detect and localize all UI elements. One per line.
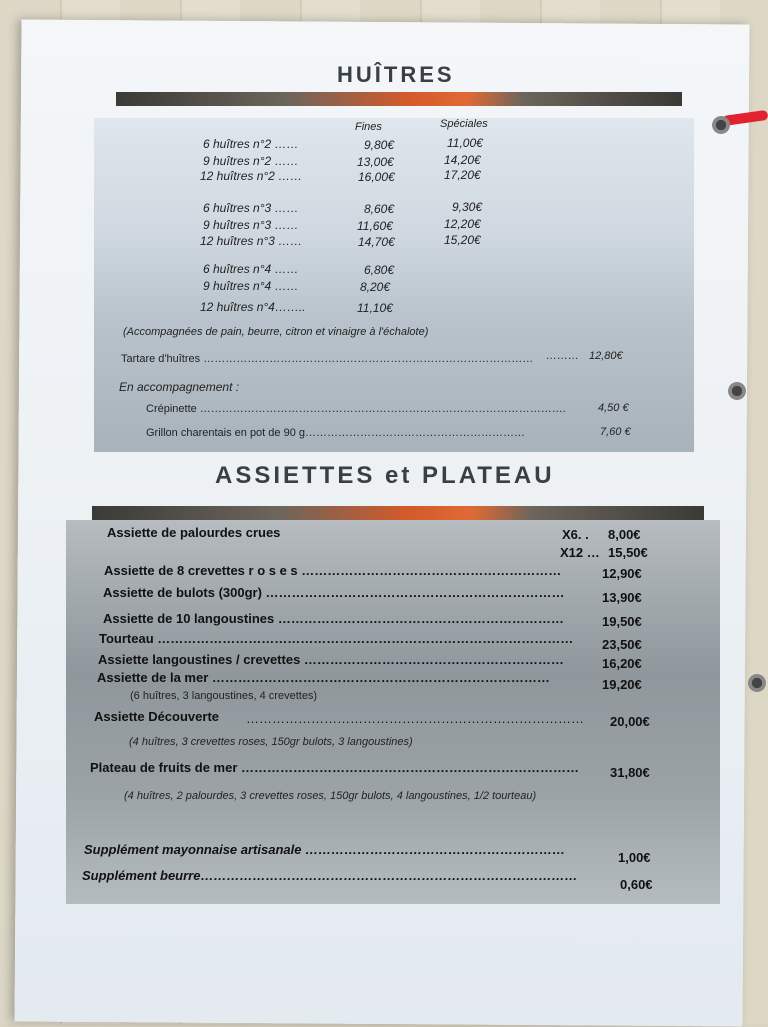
- huitres-note: (Accompagnées de pain, beurre, citron et vinaigre à l'échalote): [123, 326, 429, 338]
- huitres-row-fines-price: 9,80€: [364, 138, 395, 152]
- col-fines: Fines: [355, 121, 382, 133]
- assiette-item-price: 12,90€: [602, 566, 642, 581]
- supplement-beurre-label: Supplément beurre……………………………………………………………………………: [82, 868, 578, 883]
- accompagnement-title: En accompagnement :: [119, 380, 240, 394]
- grillon-price: 7,60 €: [600, 426, 631, 438]
- huitres-row-label: 9 huîtres n°4 ……: [203, 279, 299, 293]
- huitres-row-speciales-price: 12,20€: [444, 217, 481, 231]
- huitres-row-fines-price: 11,10€: [357, 301, 393, 315]
- supplement-mayonnaise-label: Supplément mayonnaise artisanale ……………………………………………………: [84, 842, 566, 857]
- decouverte-label: Assiette Découverte: [94, 709, 219, 724]
- plateau-label: Plateau de fruits de mer ……………………………………………………………………: [90, 760, 579, 775]
- assiette-item-label: Assiette langoustines / crevettes ……………………………………………………: [98, 652, 564, 667]
- huitres-row-fines-price: 11,60€: [357, 219, 393, 233]
- palourdes-x12-price: 15,50€: [608, 545, 648, 560]
- huitres-title: HUÎTRES: [337, 62, 455, 87]
- assiette-item-label: Assiette de 10 langoustines …………………………………………………………: [103, 611, 564, 626]
- huitres-row-fines-price: 13,00€: [357, 155, 394, 169]
- binder-ring-icon: [748, 674, 766, 692]
- huitres-row-speciales-price: 17,20€: [444, 168, 481, 182]
- huitres-row-fines-price: 8,20€: [360, 280, 391, 294]
- huitres-row-label: 12 huîtres n°2 ……: [200, 169, 303, 183]
- assiette-item-label: Assiette de 8 crevettes r o s e s ……………………………………………………: [104, 563, 562, 578]
- huitres-row-speciales-price: 11,00€: [447, 136, 483, 150]
- huitres-row-label: 6 huîtres n°4 ……: [203, 262, 299, 276]
- tartare-price: 12,80€: [589, 350, 623, 362]
- grillon-label: Grillon charentais en pot de 90 g……………………………………………………: [146, 427, 525, 439]
- huitres-row-fines-price: 6,80€: [364, 263, 395, 277]
- plateau-price: 31,80€: [610, 765, 650, 780]
- decouverte-price: 20,00€: [610, 714, 650, 729]
- huitres-band: [116, 92, 682, 106]
- assiette-item-price: 19,20€: [602, 677, 642, 692]
- huitres-row-fines-price: 16,00€: [358, 170, 395, 184]
- assiette-item-price: 19,50€: [602, 614, 642, 629]
- huitres-row-label: 12 huîtres n°3 ……: [200, 234, 303, 248]
- assiettes-title: ASSIETTES et PLATEAU: [215, 462, 555, 489]
- crepinette-price: 4,50 €: [598, 402, 629, 414]
- binder-ring-icon: [712, 116, 730, 134]
- assiette-item-label: Tourteau ……………………………………………………………………………………: [99, 631, 574, 646]
- decouverte-dots: ……………………………………………………………………: [246, 711, 584, 726]
- palourdes-x6-price: 8,00€: [608, 527, 641, 542]
- huitres-row-fines-price: 8,60€: [364, 202, 395, 216]
- supplement-mayonnaise-price: 1,00€: [618, 850, 651, 865]
- huitres-row-speciales-price: 14,20€: [444, 153, 481, 167]
- binder-ring-icon: [728, 382, 746, 400]
- decouverte-note: (4 huîtres, 3 crevettes roses, 150gr bulots, 3 langoustines): [129, 736, 413, 748]
- huitres-row-fines-price: 14,70€: [358, 235, 395, 249]
- huitres-row-label: 6 huîtres n°2 ……: [203, 137, 299, 151]
- plateau-note: (4 huîtres, 2 palourdes, 3 crevettes roses, 150gr bulots, 4 langoustines, 1/2 tourteau): [124, 790, 537, 802]
- tartare-dots: ………: [546, 350, 579, 362]
- assiette-item-label: Assiette de la mer ……………………………………………………………………: [97, 670, 550, 685]
- mer-note: (6 huîtres, 3 langoustines, 4 crevettes): [130, 690, 318, 702]
- assiette-item-label: Assiette de bulots (300gr) ……………………………………………………………: [103, 585, 565, 600]
- col-speciales: Spéciales: [440, 118, 488, 130]
- tartare-label: Tartare d'huîtres ………………………………………………………………………………: [121, 353, 534, 365]
- palourdes-x6: X6. .: [562, 527, 589, 542]
- assiette-item-price: 16,20€: [602, 656, 642, 671]
- palourdes-x12: X12 …: [560, 545, 600, 560]
- huitres-row-label: 9 huîtres n°2 ……: [203, 154, 299, 168]
- supplement-beurre-price: 0,60€: [620, 877, 653, 892]
- crepinette-label: Crépinette ……………………………………………………………………………………….: [146, 403, 566, 415]
- huitres-row-label: 6 huîtres n°3 ……: [203, 201, 299, 215]
- huitres-row-speciales-price: 9,30€: [452, 200, 483, 214]
- huitres-row-speciales-price: 15,20€: [444, 233, 481, 247]
- palourdes-label: Assiette de palourdes crues: [107, 525, 281, 540]
- huitres-row-label: 12 huîtres n°4……..: [200, 300, 306, 314]
- huitres-row-label: 9 huîtres n°3 ……: [203, 218, 299, 232]
- assiette-item-price: 13,90€: [602, 590, 642, 605]
- assiette-item-price: 23,50€: [602, 637, 642, 652]
